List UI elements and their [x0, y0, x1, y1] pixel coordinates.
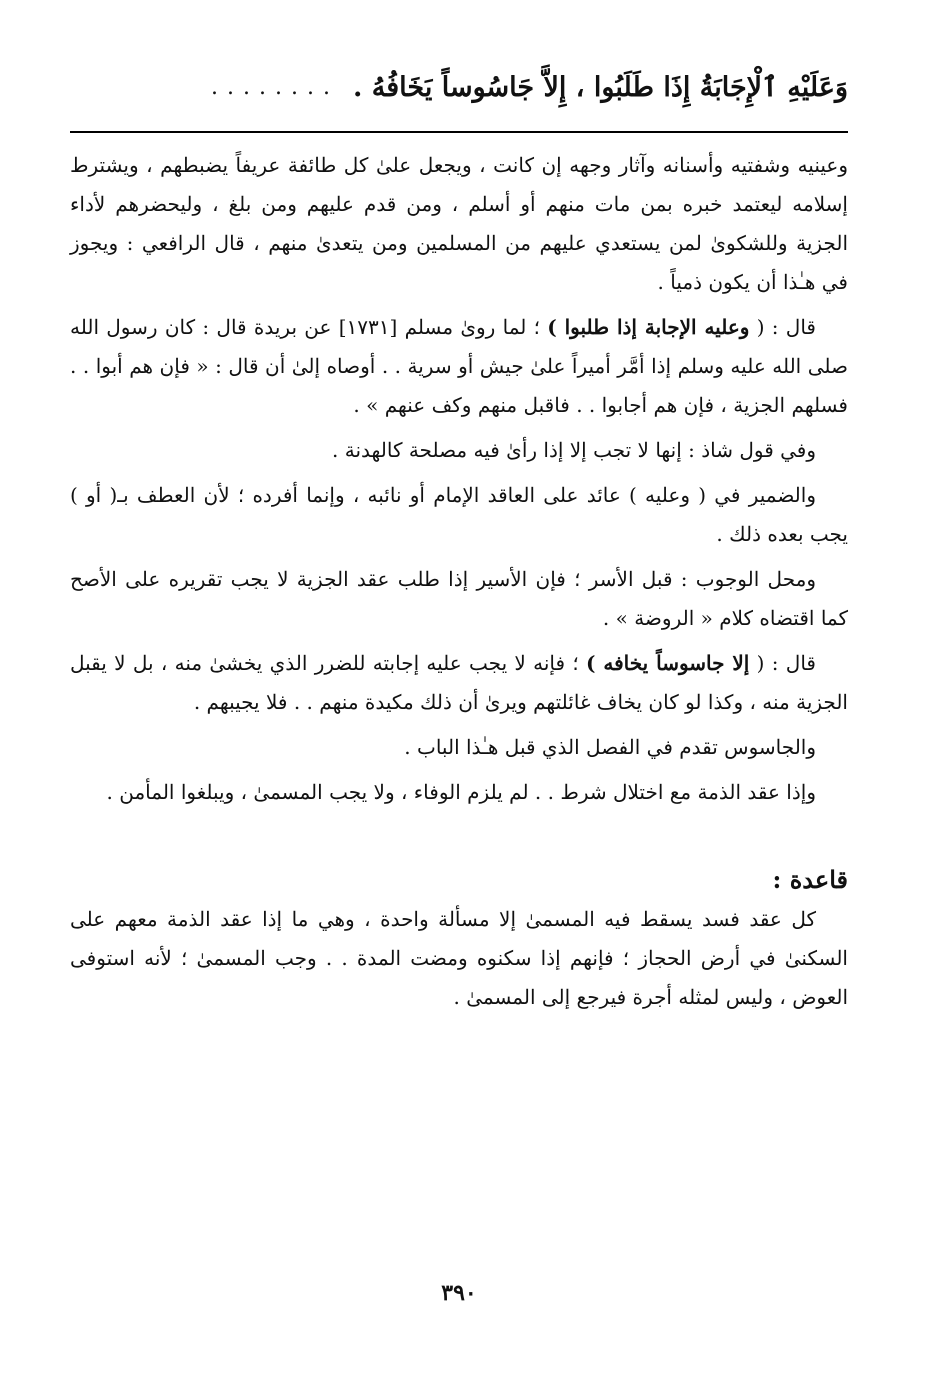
paragraph-2 — [70, 308, 848, 425]
paragraph-8: وإذا عقد الذمة مع اختلال شرط . . لم يلزم الوفاء ، ولا يجب المسمىٰ ، ويبلغوا المأمن . — [106, 780, 816, 804]
paragraph-2-rest: ؛ لما روىٰ مسلم [١٧٣١] عن بريدة قال : كان رسول الله صلى الله عليه وسلم إذا أمَّر أميراً علىٰ جيش أو سرية . . أوصاه إلىٰ أن قال : « فإن هم أبوا . . فسلهم الجزية ، فإن هم أجابوا . . فاقبل منهم وكف عنهم » . — [70, 315, 848, 417]
page-number: ٣٩٠ — [441, 1280, 477, 1306]
paragraph-7: والجاسوس تقدم في الفصل الذي قبل هـٰذا الباب . — [404, 735, 816, 759]
paragraph-6-lead: قال : ( — [749, 651, 816, 675]
matn-quote-2: إلا جاسوساً يخافه ) — [586, 651, 750, 675]
page-body — [70, 146, 848, 1023]
header-dots: ........ — [211, 74, 339, 100]
paragraph-3: وفي قول شاذ : إنها لا تجب إلا إذا رأىٰ فيه مصلحة كالهدنة . — [332, 438, 816, 462]
matn-quote-1: وعليه الإجابة إذا طلبوا ) — [547, 315, 750, 339]
section-heading: قاعدة : — [772, 865, 848, 894]
book-page — [70, 0, 848, 1373]
paragraph-5: ومحل الوجوب : قبل الأسر ؛ فإن الأسير إذا طلب عقد الجزية لا يجب تقريره على الأصح كما اقتضاه كلام « الروضة » . — [70, 567, 848, 630]
paragraph-6 — [70, 644, 848, 722]
header-text: وَعَلَيْهِ ٱلْإِجَابَةُ إِذَا طَلَبُوا ، إِلاَّ جَاسُوساً يَخَافُهُ . — [353, 71, 848, 103]
running-header — [70, 62, 848, 112]
paragraph-4: والضمير في ( وعليه ) عائد على العاقد الإمام أو نائبه ، وإنما أفرده ؛ لأن العطف بـ( أو ) يجب بعده ذلك . — [70, 483, 848, 546]
paragraph-1: وعينيه وشفتيه وأسنانه وآثار وجهه إن كانت ، ويجعل علىٰ كل طائفة عريفاً يضبطهم ، ويشترط إسلامه ليعتمد خبره بمن مات منهم أو أسلم ، ومن قدم عليهم ومن بلغ ، وليحضرهم لأداء الجزية وللشكوىٰ لمن يستعدي عليهم من المسلمين ومن يتعدىٰ منهم ، قال الرافعي : ويجوز في هـٰذا أن يكون ذمياً . — [70, 153, 849, 294]
paragraph-9: كل عقد فسد يسقط فيه المسمىٰ إلا مسألة واحدة ، وهي ما إذا عقد الذمة معهم على السكنىٰ في أرض الحجاز ؛ فإنهم إذا سكنوه ومضت المدة . . وجب المسمىٰ ؛ لأنه استوفى العوض ، وليس لمثله أجرة فيرجع إلى المسمىٰ . — [70, 907, 848, 1009]
paragraph-6-rest: ؛ فإنه لا يجب عليه إجابته للضرر الذي يخشىٰ منه ، بل لا يقبل الجزية منه ، وكذا لو كان يخاف غائلتهم ويرىٰ أن ذلك مكيدة منهم . . فلا يجيبهم . — [70, 651, 848, 714]
paragraph-2-lead: قال : ( — [749, 315, 816, 339]
header-rule — [70, 131, 848, 133]
